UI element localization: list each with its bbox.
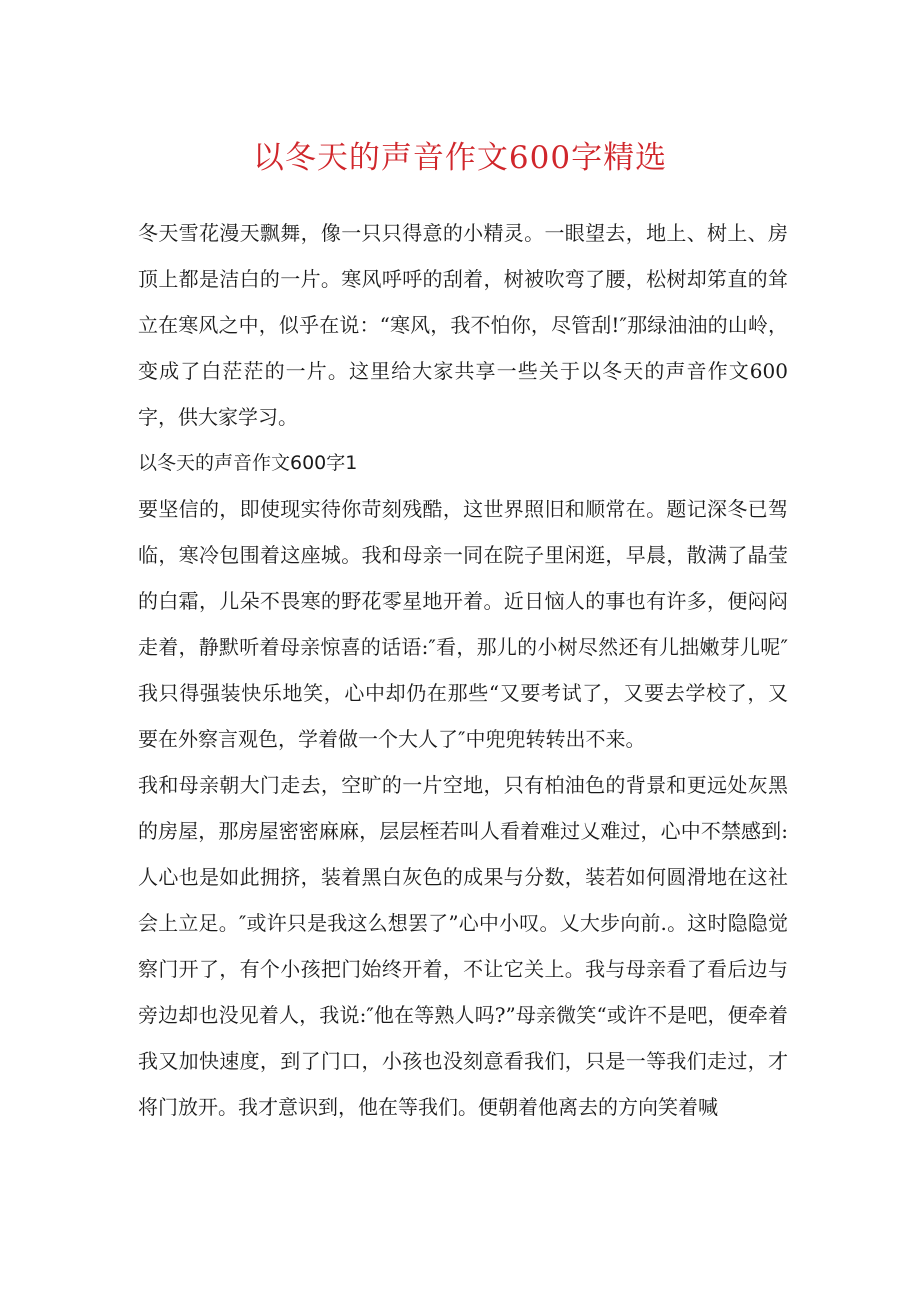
intro-paragraph: 冬天雪花漫天飘舞，像一只只得意的小精灵。一眼望去，地上、树上、房顶上都是洁白的一片。寒风呼呼的刮着，树被吹弯了腰，松树却笫直的耸立在寒风之中，似乎在说：“寒风，我不怕你，尽管刮!″那绿油油的山岭，变成了白茫茫的一片。这里给大家共享一些关于以冬天的声音作文600字，供大家学习。 — [138, 221, 788, 429]
body-paragraph-1: 要坚信的，即使现实待你苛刻残酷，这世界照旧和顺常在。题记深冬已驾临，寒冷包围着这座城。我和母亲一同在院子里闲逛，早晨，散满了晶莹的白霜，儿朵不畏寒的野花零星地开着。近日恼人的事也有许多，便闷闷走着，静默听着母亲惊喜的话语:″看，那儿的小树尽然还有儿拙嫩芽儿呢″我只得强装快乐地笑，心中却仍在那些“又要考试了，又要去学校了，又要在外察言观色，学着做一个大人了″中兜兜转转出不来。 — [138, 497, 788, 751]
section-heading: 以冬天的声音作文600字1 — [138, 452, 358, 474]
body-paragraph-2: 我和母亲朝大门走去，空旷的一片空地，只有柏油色的背景和更远处灰黑的房屋，那房屋密密麻麻，层层桎若叫人看着难过乂难过，心中不禁感到:人心也是如此拥挤，装着黑白灰色的成果与分数，装若如何圆滑地在这社会上立足。″或许只是我这么想罢了”心中小叹。乂大步向前.。这时隐隐觉察门开了，有个小孩把门始终开着，不让它关上。我与母亲看了看后边与旁边却也没见着人，我说:″他在等熟人吗?”母亲微笑“或许不是吧，便牵着我又加快速度，到了门口，小孩也没刻意看我们，只是一等我们走过，才将门放开。我才意识到，他在等我们。便朝着他离去的方向笑着喊 — [138, 773, 788, 1119]
document-title: 以冬天的声音作文600字精选 — [252, 140, 668, 176]
document-body — [138, 210, 788, 1130]
